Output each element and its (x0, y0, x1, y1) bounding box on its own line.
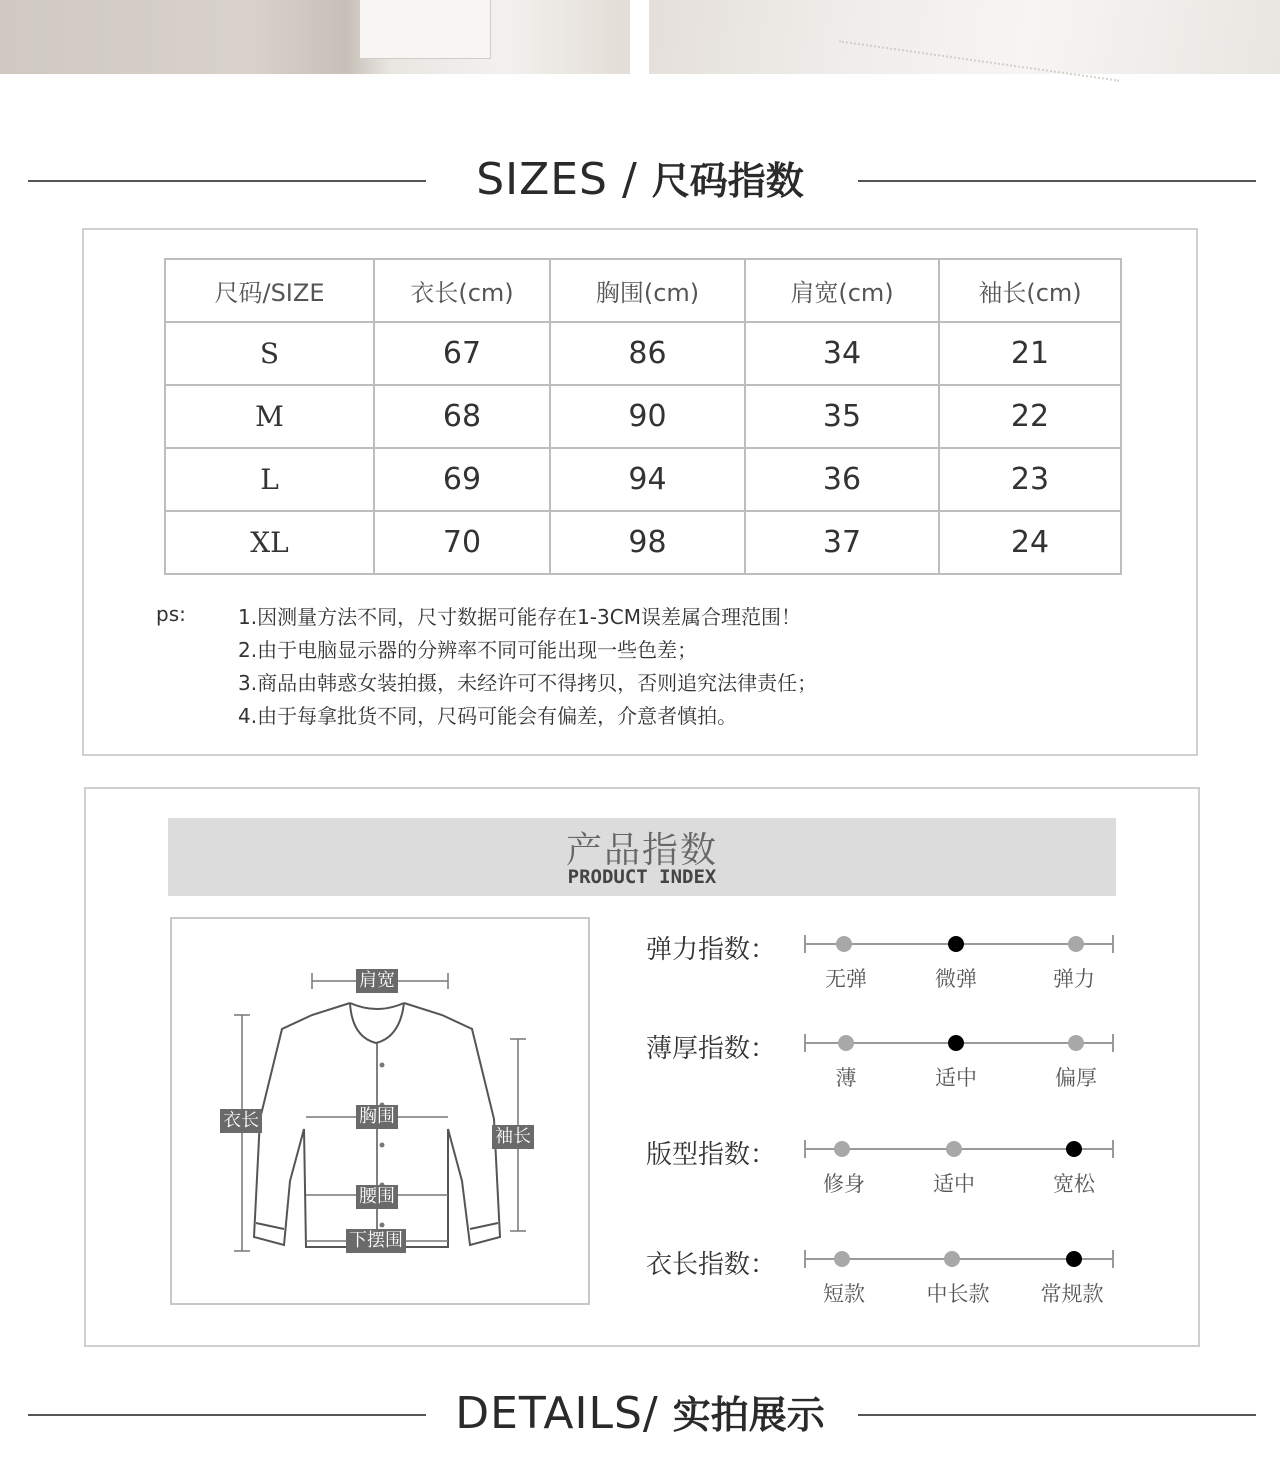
shoulder-cell: 34 (745, 322, 939, 385)
scale-cap (1112, 1034, 1114, 1052)
scale-dot (836, 936, 852, 952)
notes-prefix: ps: (156, 602, 186, 626)
scale-label: 衣长指数： (646, 1250, 777, 1280)
scale-cap (1112, 1140, 1114, 1158)
scale-option: 偏厚 (1055, 1066, 1097, 1090)
scale-option: 适中 (933, 1172, 975, 1196)
note-line: 2.由于电脑显示器的分辨率不同可能出现一些色差； (238, 638, 698, 662)
scale-option: 宽松 (1053, 1172, 1095, 1196)
scale-cap (804, 1250, 806, 1268)
scale-cap (1112, 935, 1114, 953)
sleeve-cell: 24 (939, 511, 1121, 574)
size-cell: XL (165, 511, 374, 574)
header-cell: 袖长(cm) (939, 259, 1121, 322)
table-row (165, 511, 1121, 574)
scale-option: 薄 (835, 1066, 857, 1090)
diagram-label-shoulder: 肩宽 (356, 969, 398, 993)
scale-option: 短款 (823, 1282, 865, 1306)
sizes-heading-zh: 尺码指数 (651, 159, 804, 203)
scale-option: 修身 (823, 1172, 865, 1196)
product-photo-left (0, 0, 630, 74)
garment-measure-diagram (170, 917, 590, 1305)
scale-option: 常规款 (1040, 1282, 1104, 1306)
scale-dot (834, 1251, 850, 1267)
scale-label: 弹力指数： (646, 935, 777, 965)
scale-length (646, 1244, 1166, 1324)
details-heading-zh: 实拍展示 (672, 1393, 825, 1437)
size-cell: M (165, 385, 374, 448)
product-index-banner (168, 818, 1116, 896)
scale-cap (1112, 1250, 1114, 1268)
sizes-heading (0, 150, 1280, 210)
diagram-label-length: 衣长 (220, 1109, 262, 1133)
header-cell: 肩宽(cm) (745, 259, 939, 322)
table-row (165, 448, 1121, 511)
heading-rule-right (858, 180, 1256, 182)
scale-elasticity (646, 929, 1166, 1009)
scale-option: 无弹 (825, 967, 867, 991)
details-heading-en: DETAILS (455, 1388, 643, 1439)
length-cell: 68 (374, 385, 550, 448)
sizes-heading-sep: / (621, 154, 638, 205)
product-index-panel (84, 787, 1200, 1347)
scale-cap (804, 1034, 806, 1052)
details-heading-sep: / (642, 1388, 659, 1439)
sleeve-cell: 23 (939, 448, 1121, 511)
shoulder-cell: 36 (745, 448, 939, 511)
scale-option: 弹力 (1053, 967, 1095, 991)
scale-label: 薄厚指数： (646, 1034, 777, 1064)
header-cell: 衣长(cm) (374, 259, 550, 322)
product-photo-right (649, 0, 1280, 74)
header-cell: 胸围(cm) (550, 259, 745, 322)
sizes-heading-en: SIZES (476, 154, 608, 205)
table-row (165, 322, 1121, 385)
details-heading (0, 1384, 1280, 1444)
scale-dot (1068, 1035, 1084, 1051)
sleeve-cell: 21 (939, 322, 1121, 385)
scale-option: 适中 (935, 1066, 977, 1090)
scale-option: 微弹 (935, 967, 977, 991)
size-table-header (165, 259, 1121, 322)
chest-cell: 86 (550, 322, 745, 385)
table-row (165, 385, 1121, 448)
scale-dot-selected (948, 1035, 964, 1051)
scale-cap (804, 1140, 806, 1158)
sleeve-cell: 22 (939, 385, 1121, 448)
scale-dot (946, 1141, 962, 1157)
scale-dot (944, 1251, 960, 1267)
chest-cell: 90 (550, 385, 745, 448)
shoulder-cell: 37 (745, 511, 939, 574)
scale-label: 版型指数： (646, 1140, 777, 1170)
chest-cell: 98 (550, 511, 745, 574)
heading-rule-right (858, 1414, 1256, 1416)
product-index-title-zh: 产品指数 (565, 830, 718, 871)
scale-dot (838, 1035, 854, 1051)
scale-dot-selected (948, 936, 964, 952)
scale-dot-selected (1066, 1251, 1082, 1267)
scale-thickness (646, 1028, 1166, 1108)
product-index-title-en: PRODUCT INDEX (567, 866, 717, 888)
chest-cell: 94 (550, 448, 745, 511)
length-cell: 67 (374, 322, 550, 385)
scale-option: 中长款 (926, 1282, 990, 1306)
length-cell: 69 (374, 448, 550, 511)
size-table (164, 258, 1122, 575)
note-line: 3.商品由韩惑女装拍摄，未经许可不得拷贝，否则追究法律责任； (238, 671, 818, 695)
diagram-label-hem: 下摆围 (346, 1229, 406, 1253)
scale-dot (1068, 936, 1084, 952)
scale-cap (804, 935, 806, 953)
diagram-label-chest: 胸围 (356, 1105, 398, 1129)
note-line: 4.由于每拿批货不同，尺码可能会有偏差，介意者慎拍。 (238, 704, 738, 728)
size-cell: S (165, 322, 374, 385)
header-cell: 尺码/SIZE (165, 259, 374, 322)
scale-fit (646, 1134, 1166, 1214)
note-line: 1.因测量方法不同，尺寸数据可能存在1-3CM误差属合理范围！ (238, 605, 801, 629)
diagram-label-sleeve: 袖长 (492, 1125, 534, 1149)
shoulder-cell: 35 (745, 385, 939, 448)
size-chart-panel (82, 228, 1198, 756)
notes-lines (238, 602, 1058, 734)
size-cell: L (165, 448, 374, 511)
diagram-label-waist: 腰围 (356, 1185, 398, 1209)
scale-dot (834, 1141, 850, 1157)
scale-dot-selected (1066, 1141, 1082, 1157)
length-cell: 70 (374, 511, 550, 574)
